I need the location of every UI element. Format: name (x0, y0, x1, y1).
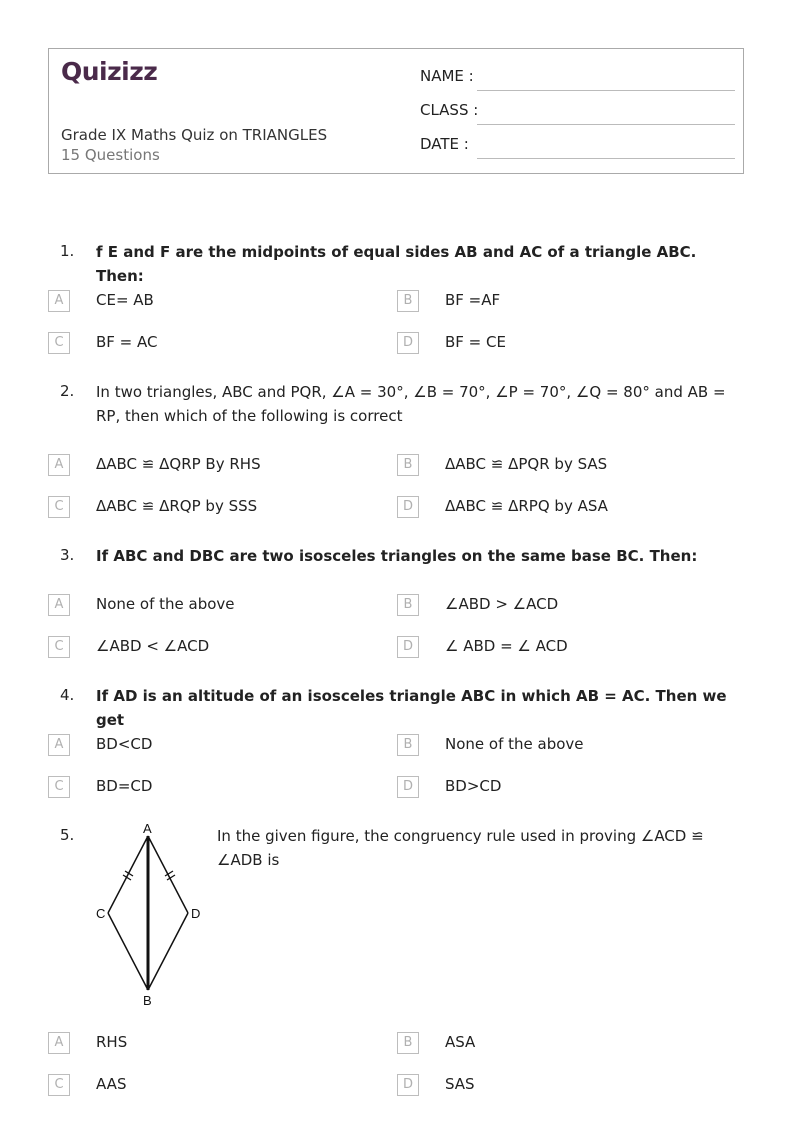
date-line[interactable] (477, 158, 735, 159)
option-b-box[interactable]: B (397, 454, 419, 476)
option-b-box[interactable]: B (397, 290, 419, 312)
kite-figure (90, 818, 210, 1010)
option-d-box[interactable]: D (397, 496, 419, 518)
quizizz-logo: Quizizz (61, 57, 158, 86)
question-text: In the given figure, the congruency rule used in proving ∠ACD ≌ ∠ADB is (217, 827, 704, 869)
option-b-text: None of the above (445, 735, 584, 753)
option-b-text: ASA (445, 1033, 476, 1051)
worksheet-header (48, 48, 744, 174)
option-c-box[interactable]: C (48, 496, 70, 518)
class-label: CLASS : (420, 101, 479, 119)
kite-lines (108, 836, 188, 990)
quiz-title: Grade IX Maths Quiz on TRIANGLES (61, 126, 328, 144)
option-a-box[interactable]: A (48, 454, 70, 476)
option-d-box[interactable]: D (397, 776, 419, 798)
question-number: 4. (60, 686, 75, 704)
name-line[interactable] (477, 90, 735, 91)
question-number: 5. (60, 826, 75, 844)
option-b-text: ΔABC ≌ ΔPQR by SAS (445, 455, 608, 473)
option-b-box[interactable]: B (397, 594, 419, 616)
question-text: In two triangles, ABC and PQR, ∠A = 30°, ∠B = 70°, ∠P = 70°, ∠Q = 80° and AB = RP, then which of the following is correct (96, 383, 726, 425)
option-c-box[interactable]: C (48, 636, 70, 658)
vertex-b-label: B (143, 993, 152, 1008)
option-d-text: ∠ ABD = ∠ ACD (445, 637, 568, 655)
side-db (148, 913, 188, 990)
option-d-box[interactable]: D (397, 1074, 419, 1096)
class-line[interactable] (477, 124, 735, 125)
option-d-box[interactable]: D (397, 332, 419, 354)
option-a-box[interactable]: A (48, 1032, 70, 1054)
option-a-text: RHS (96, 1033, 128, 1051)
option-c-text: BF = AC (96, 333, 158, 351)
option-c-box[interactable]: C (48, 332, 70, 354)
name-label: NAME : (420, 67, 474, 85)
option-a-text: ΔABC ≌ ΔQRP By RHS (96, 455, 261, 473)
date-field[interactable] (420, 135, 735, 159)
option-a-text: BD<CD (96, 735, 153, 753)
option-a-box[interactable]: A (48, 734, 70, 756)
question-text: If ABC and DBC are two isosceles triangles on the same base BC. Then: (96, 547, 698, 565)
name-field[interactable] (420, 67, 735, 91)
date-label: DATE : (420, 135, 469, 153)
option-d-box[interactable]: D (397, 636, 419, 658)
question-number: 1. (60, 242, 75, 260)
option-b-text: ∠ABD > ∠ACD (445, 595, 559, 613)
option-b-box[interactable]: B (397, 1032, 419, 1054)
vertex-a-label: A (143, 821, 152, 836)
side-ac (108, 836, 148, 913)
option-d-text: BD>CD (445, 777, 502, 795)
option-d-text: ΔABC ≌ ΔRPQ by ASA (445, 497, 608, 515)
option-a-box[interactable]: A (48, 290, 70, 312)
question-number: 3. (60, 546, 75, 564)
class-field[interactable] (420, 101, 735, 125)
option-c-text: ΔABC ≌ ΔRQP by SSS (96, 497, 258, 515)
question-text: f E and F are the midpoints of equal sides AB and AC of a triangle ABC. Then: (96, 243, 697, 285)
option-a-text: None of the above (96, 595, 235, 613)
option-c-text: AAS (96, 1075, 127, 1093)
side-cb (108, 913, 148, 990)
option-b-text: BF =AF (445, 291, 501, 309)
question-text: If AD is an altitude of an isosceles triangle ABC in which AB = AC. Then we get (96, 687, 727, 729)
question-count: 15 Questions (61, 146, 160, 164)
option-b-box[interactable]: B (397, 734, 419, 756)
option-c-text: ∠ABD < ∠ACD (96, 637, 210, 655)
option-c-box[interactable]: C (48, 1074, 70, 1096)
option-a-text: CE= AB (96, 291, 154, 309)
vertex-c-label: C (96, 906, 106, 921)
question-number: 2. (60, 382, 75, 400)
option-c-text: BD=CD (96, 777, 153, 795)
option-a-box[interactable]: A (48, 594, 70, 616)
option-d-text: SAS (445, 1075, 475, 1093)
vertex-d-label: D (191, 906, 201, 921)
option-d-text: BF = CE (445, 333, 506, 351)
option-c-box[interactable]: C (48, 776, 70, 798)
